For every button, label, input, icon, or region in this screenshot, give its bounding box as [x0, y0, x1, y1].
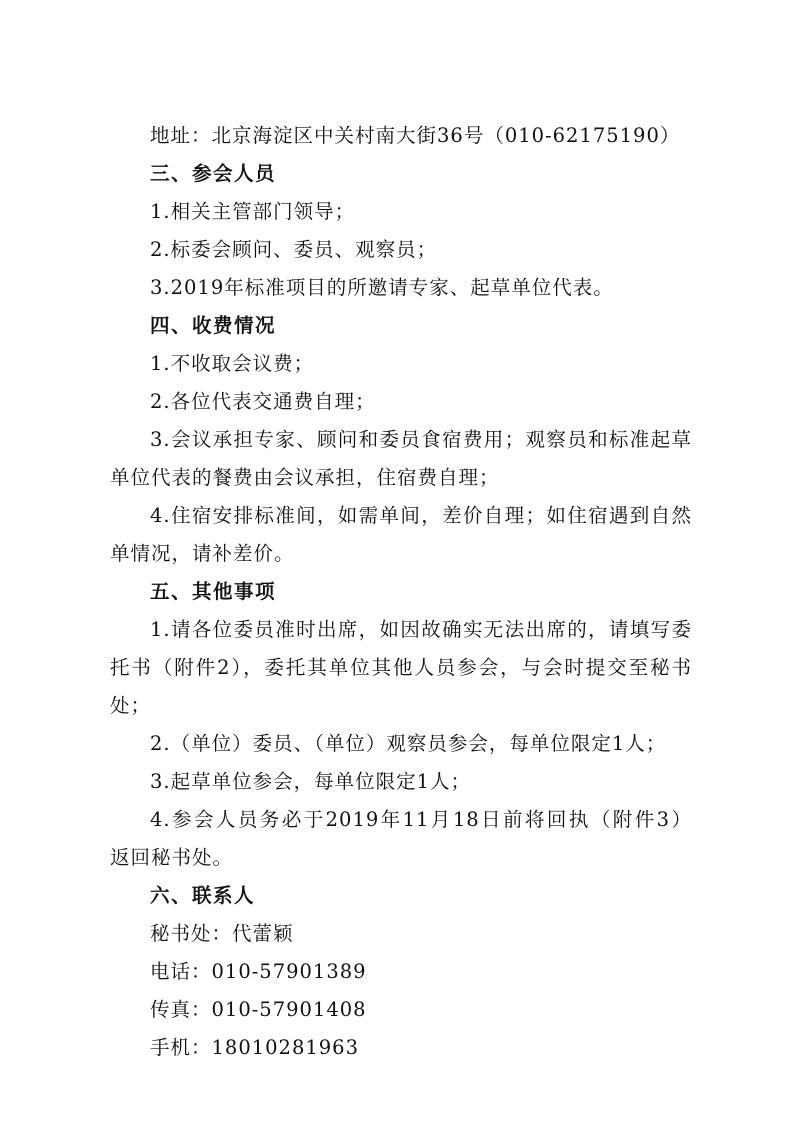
section-4-item-1: 1.不收取会议费； — [150, 352, 315, 375]
section-5-item-3: 3.起草单位参会，每单位限定1人； — [150, 770, 472, 793]
section-5-heading: 五、其他事项 — [150, 580, 277, 603]
section-4-item-3-line-2: 单位代表的餐费由会议承担，住宿费自理； — [110, 466, 500, 489]
section-3-item-2: 2.标委会顾问、委员、观察员； — [150, 238, 438, 261]
section-5-item-1-line-1: 1.请各位委员准时出席，如因故确实无法出席的，请填写委 — [150, 618, 692, 641]
section-4-item-4-line-1: 4.住宿安排标准间，如需单间，差价自理；如住宿遇到自然 — [150, 504, 692, 527]
section-3-item-3: 3.2019年标准项目的所邀请专家、起草单位代表。 — [150, 276, 614, 299]
contact-fax: 传真：010-57901408 — [150, 998, 367, 1021]
section-4-item-4-line-2: 单情况，请补差价。 — [110, 542, 295, 565]
contact-secretariat: 秘书处：代蕾颖 — [150, 922, 294, 945]
section-5-item-4-line-1: 4.参会人员务必于2019年11月18日前将回执（附件3） — [150, 808, 692, 831]
section-5-item-4-line-2: 返回秘书处。 — [110, 846, 234, 869]
section-3-heading: 三、参会人员 — [150, 162, 277, 185]
address-line: 地址：北京海淀区中关村南大街36号（010-62175190） — [150, 124, 681, 147]
section-6-heading: 六、联系人 — [150, 884, 256, 907]
contact-mobile: 手机：18010281963 — [150, 1036, 359, 1059]
section-4-item-3-line-1: 3.会议承担专家、顾问和委员食宿费用；观察员和标准起草 — [150, 428, 692, 451]
section-4-heading: 四、收费情况 — [150, 314, 277, 337]
section-3-item-1: 1.相关主管部门领导； — [150, 200, 356, 223]
section-5-item-1-line-3: 处； — [110, 694, 152, 717]
section-4-item-2: 2.各位代表交通费自理； — [150, 390, 376, 413]
contact-phone: 电话：010-57901389 — [150, 960, 367, 983]
section-5-item-2: 2.（单位）委员、（单位）观察员参会，每单位限定1人； — [150, 732, 667, 755]
section-5-item-1-line-2: 托书（附件2），委托其单位其他人员参会，与会时提交至秘书 — [110, 656, 692, 679]
